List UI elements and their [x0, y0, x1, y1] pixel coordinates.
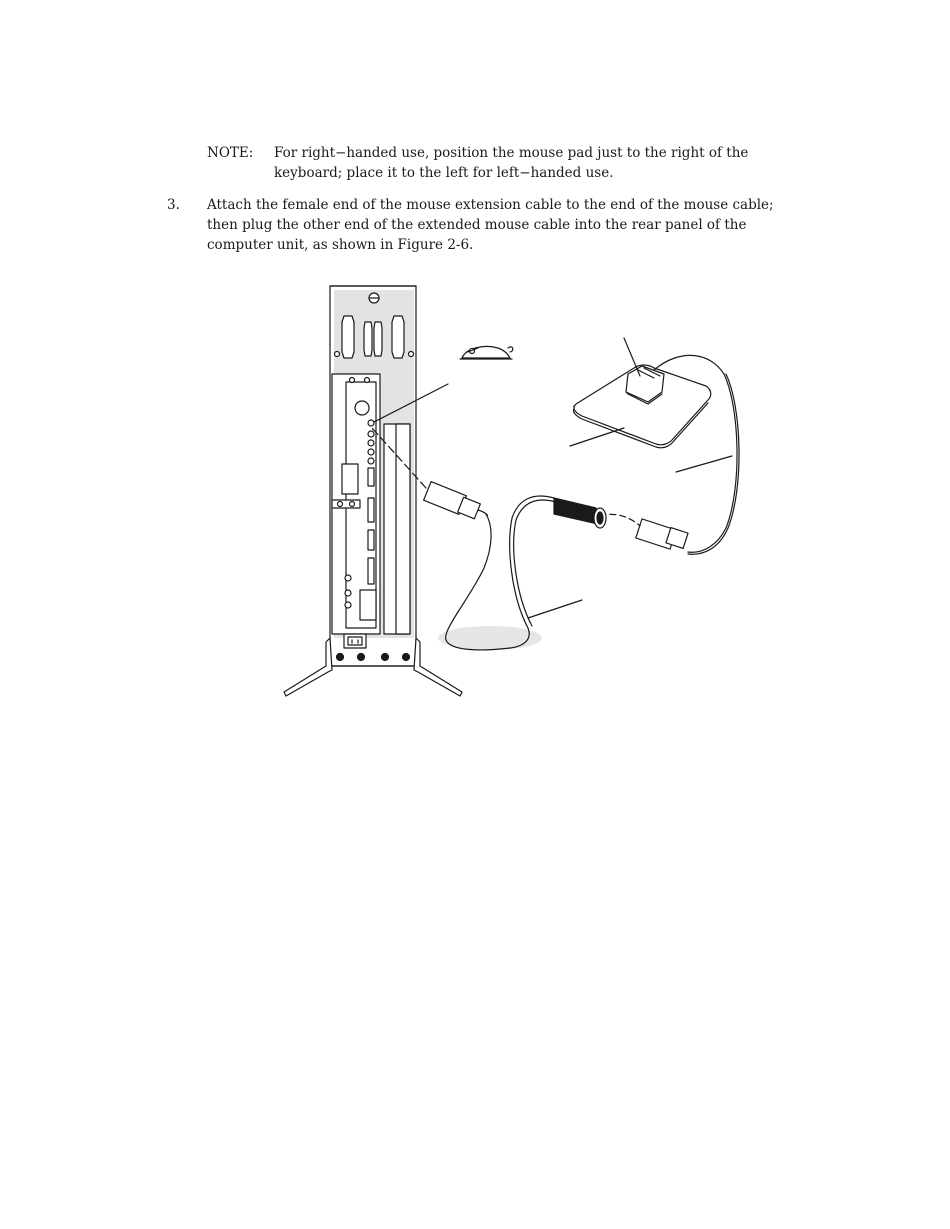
note-label: NOTE: [207, 145, 254, 161]
computer-rear-panel [330, 286, 416, 666]
step-3 [167, 195, 787, 255]
step-number: 3. [167, 197, 180, 213]
mouse-icon [460, 346, 513, 359]
note-text: For right−handed use, position the mouse pad just to the right of the keyboard; place it to the left for left−handed use. [274, 145, 749, 181]
note-block [207, 143, 787, 183]
mouse-pad [573, 355, 724, 447]
step-text: Attach the female end of the mouse extension cable to the end of the mouse cable; then plug the other end of the extended mouse cable into the rear panel of the computer unit, as shown in Figure 2-6. [207, 197, 774, 253]
figure-mouse-connection [270, 278, 750, 708]
